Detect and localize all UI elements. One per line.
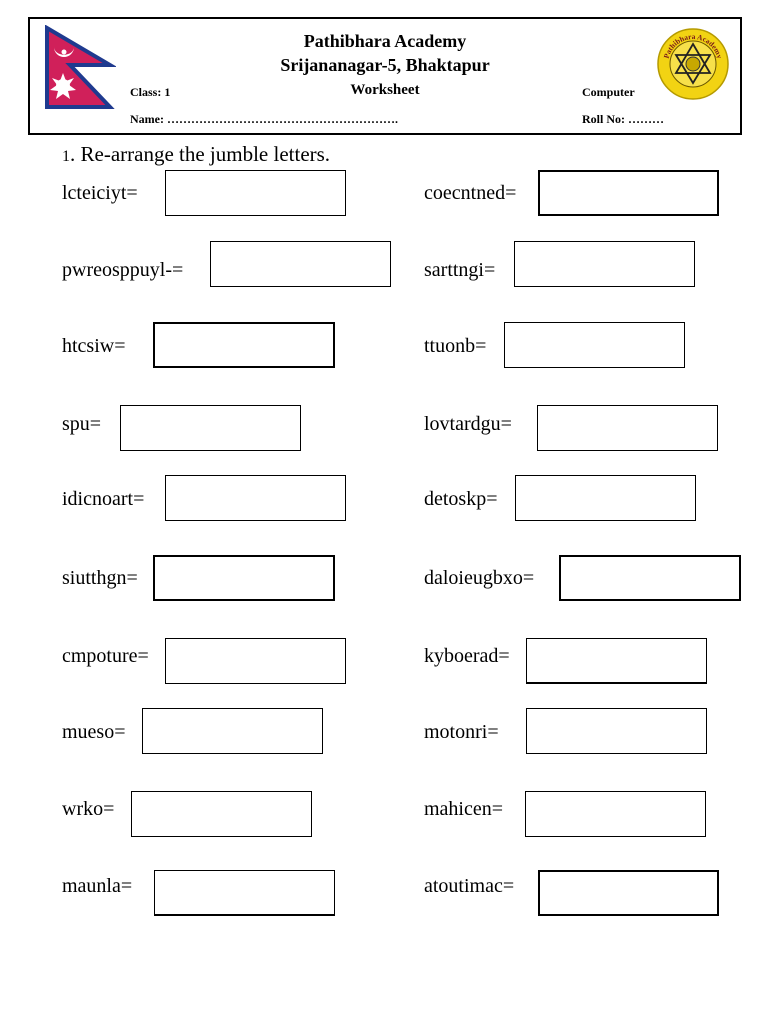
logo-text: Pathibhara Academy [661, 31, 725, 60]
jumbled-word: ttuonb= [424, 335, 487, 357]
jumbled-word: mahicen= [424, 798, 504, 820]
question-text: . Re-arrange the jumble letters. [70, 142, 331, 166]
answer-box[interactable] [559, 555, 741, 601]
roll-number-label: Roll No: ……… [582, 112, 664, 126]
answer-box[interactable] [514, 241, 695, 287]
answer-box[interactable] [538, 870, 719, 916]
answer-box[interactable] [526, 638, 707, 684]
answer-box[interactable] [120, 405, 301, 451]
answer-box[interactable] [153, 555, 335, 601]
worksheet-header [28, 17, 742, 135]
answer-box[interactable] [515, 475, 696, 521]
answer-box[interactable] [131, 791, 312, 837]
class-label: Class: 1 [130, 85, 171, 99]
jumbled-word: mueso= [62, 721, 126, 743]
answer-box[interactable] [165, 170, 346, 216]
answer-box[interactable] [153, 322, 335, 368]
answer-box[interactable] [165, 475, 346, 521]
jumbled-word: daloieugbxo= [424, 567, 535, 589]
jumbled-word: idicnoart= [62, 488, 145, 510]
jumbled-word: coecntned= [424, 182, 517, 204]
answer-box[interactable] [210, 241, 391, 287]
jumbled-word: lcteiciyt= [62, 182, 138, 204]
school-name: Pathibhara Academy [303, 31, 467, 51]
school-logo-icon [656, 27, 730, 101]
jumbled-word: wrko= [62, 798, 115, 820]
sheet-title: Worksheet [350, 82, 420, 98]
question-number: 1 [62, 148, 70, 165]
answer-box[interactable] [142, 708, 323, 754]
jumbled-word: htcsiw= [62, 335, 126, 357]
jumbled-word: detoskp= [424, 488, 498, 510]
jumbled-word: cmpoture= [62, 645, 149, 667]
answer-box[interactable] [537, 405, 718, 451]
jumbled-word: spu= [62, 413, 102, 435]
question-1 [62, 142, 330, 167]
jumbled-word: pwreosppuyl-= [62, 259, 184, 281]
answer-box[interactable] [154, 870, 335, 916]
school-address: Srijananagar-5, Bhaktapur [280, 55, 490, 75]
jumbled-word: kyboerad= [424, 645, 510, 667]
jumbled-word: maunla= [62, 875, 133, 897]
jumbled-word: siutthgn= [62, 567, 138, 589]
answer-box[interactable] [504, 322, 685, 368]
name-field-label: Name: …………………………………………………. [130, 112, 398, 126]
answer-box[interactable] [525, 791, 706, 837]
answer-box[interactable] [538, 170, 719, 216]
jumbled-word: sarttngi= [424, 259, 496, 281]
jumbled-word: motonri= [424, 721, 499, 743]
answer-box[interactable] [165, 638, 346, 684]
jumbled-word: lovtardgu= [424, 413, 512, 435]
answer-box[interactable] [526, 708, 707, 754]
jumbled-word: atoutimac= [424, 875, 515, 897]
subject-label: Computer [582, 85, 635, 99]
